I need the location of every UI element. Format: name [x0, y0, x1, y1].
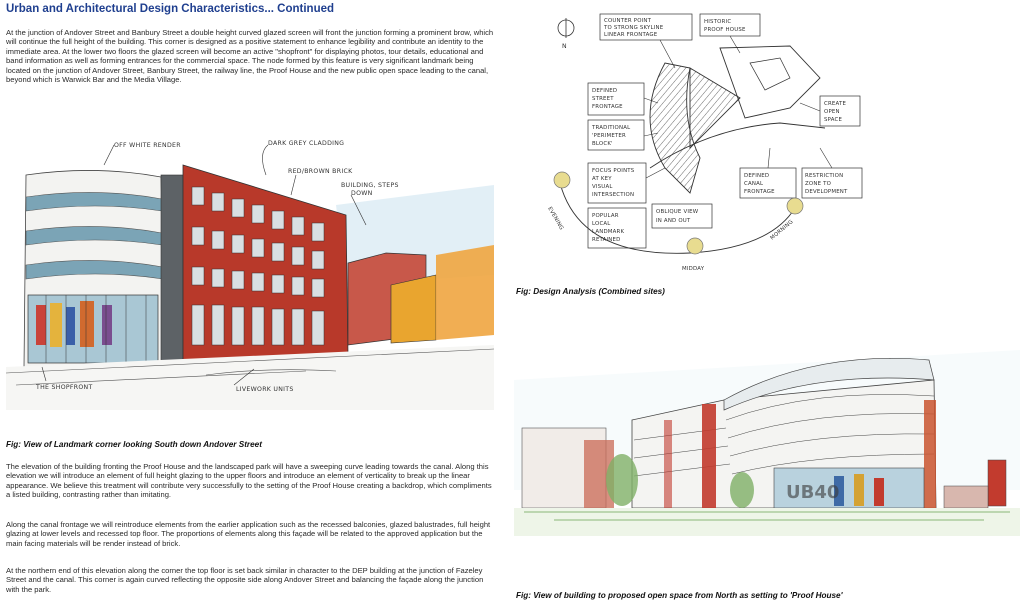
label-defined-street: DEFINED: [592, 88, 618, 94]
label-focus-points-4: INTERSECTION: [592, 192, 635, 198]
sign-ub40: UB40: [786, 482, 840, 503]
label-north: N: [562, 43, 567, 50]
label-focus-points-2: AT KEY: [592, 176, 612, 182]
label-midday: MIDDAY: [682, 266, 705, 272]
label-traditional-block: TRADITIONAL: [592, 125, 631, 131]
label-counter-point-2: TO STRONG SKYLINE: [604, 25, 664, 31]
paragraph-corner-junction: At the junction of Andover Street and Banbury Street a double height curved glazed screen will front the junction forming a prominent brow, which will continue the full height of the building. This corner is designed as a positive statement to enhance legibility and contribute an identity to the immediate area. At the lower two floors the glazed screen will become an active "shopfront" for displaying photos, tour details, educational and band information as well as forming entrances for the commercial space. The node formed by this feature is very significant landmark being located on the junction of Andover Street, Banbury Street, the railway line, the Proof House and the new public open space leading to the canal, beyond which is Warwick Bar and the Media Village.: [6, 28, 494, 85]
label-livework-units: LIVEWORK UNITS: [236, 386, 294, 393]
label-building-steps-2: DOWN: [351, 190, 373, 197]
label-evening: EVENING: [546, 206, 565, 232]
label-restriction-3: DEVELOPMENT: [805, 189, 848, 195]
caption-landmark-corner: Fig: View of Landmark corner looking South down Andover Street: [6, 440, 262, 449]
label-focus-points-3: VISUAL: [592, 184, 613, 190]
paragraph-canal-frontage: Along the canal frontage we will reintroduce elements from the earlier application such as the recessed balconies, glazed balustrades, full height glazing at lower levels and recessed top floor. The proportions of elements along this façade will be related to the approved application but the main facing materials will be render instead of brick.: [6, 520, 491, 548]
label-traditional-block-3: BLOCK': [592, 141, 613, 147]
open-space-building-sketch: [514, 340, 1020, 536]
sun-morning-icon: [787, 198, 803, 214]
label-morning: MORNING: [769, 219, 795, 242]
label-red-brick: RED/BROWN BRICK: [288, 168, 353, 175]
page-title: Urban and Architectural Design Characteristics... Continued: [6, 3, 335, 15]
label-oblique-view-2: IN AND OUT: [656, 218, 691, 224]
label-restriction-2: ZONE TO: [805, 181, 832, 187]
label-defined-canal: DEFINED: [744, 173, 770, 179]
label-proof-house: HISTORIC: [704, 19, 732, 25]
sun-evening-icon: [554, 172, 570, 188]
caption-design-analysis: Fig: Design Analysis (Combined sites): [516, 287, 665, 296]
label-defined-street-2: STREET: [592, 96, 614, 102]
label-restriction: RESTRICTION: [805, 173, 844, 179]
label-white-render: OFF WHITE RENDER: [114, 142, 181, 149]
label-focus-points: FOCUS POINTS: [592, 168, 635, 174]
label-popular-landmark-2: LOCAL: [592, 221, 611, 227]
label-counter-point: COUNTER POINT: [604, 18, 652, 24]
label-popular-landmark-4: RETAINED: [592, 237, 621, 243]
caption-open-space-view: Fig: View of building to proposed open space from North as setting to 'Proof House': [516, 591, 843, 600]
label-shopfront: THE SHOPFRONT: [36, 384, 93, 391]
label-oblique-view: OBLIQUE VIEW: [656, 209, 699, 215]
paragraph-northern-end: At the northern end of this elevation along the corner the top floor is set back similar in character to the DEP building at the junction of Fazeley Street and the canal. This corner is again curved reflecting the opposite side along Andover Street and balancing the façade along the junction with the park.: [6, 566, 484, 594]
label-counter-point-3: LINEAR FRONTAGE: [604, 32, 658, 38]
label-popular-landmark: POPULAR: [592, 213, 619, 219]
sun-midday-icon: [687, 238, 703, 254]
label-popular-landmark-3: LANDMARK: [592, 229, 625, 235]
landmark-corner-sketch: [6, 135, 494, 410]
label-defined-canal-3: FRONTAGE: [744, 189, 775, 195]
paragraph-proof-house-elevation: The elevation of the building fronting the Proof House and the landscaped park will have a sweeping curve leading towards the canal. Along this elevation we will introduce an element of full height glazing to the upper floors and introduce an element of verticality to break up the linear appearance. We believe this treatment will contribute very successfully to the setting of the Proof House creating a backdrop, which compliments a listed building, contrasting rather than imitating.: [6, 462, 492, 500]
label-dark-grey-cladding: DARK GREY CLADDING: [268, 140, 345, 147]
label-building-steps: BUILDING, STEPS: [341, 182, 399, 189]
label-defined-canal-2: CANAL: [744, 181, 764, 187]
label-create-space-3: SPACE: [824, 117, 843, 123]
label-create-space: CREATE: [824, 101, 847, 107]
label-defined-street-3: FRONTAGE: [592, 104, 623, 110]
design-analysis-diagram: [540, 8, 870, 276]
label-traditional-block-2: 'PERIMETER: [592, 133, 626, 139]
label-create-space-2: OPEN: [824, 109, 840, 115]
label-proof-house-2: PROOF HOUSE: [704, 27, 746, 33]
north-arrow-icon: [558, 18, 574, 50]
